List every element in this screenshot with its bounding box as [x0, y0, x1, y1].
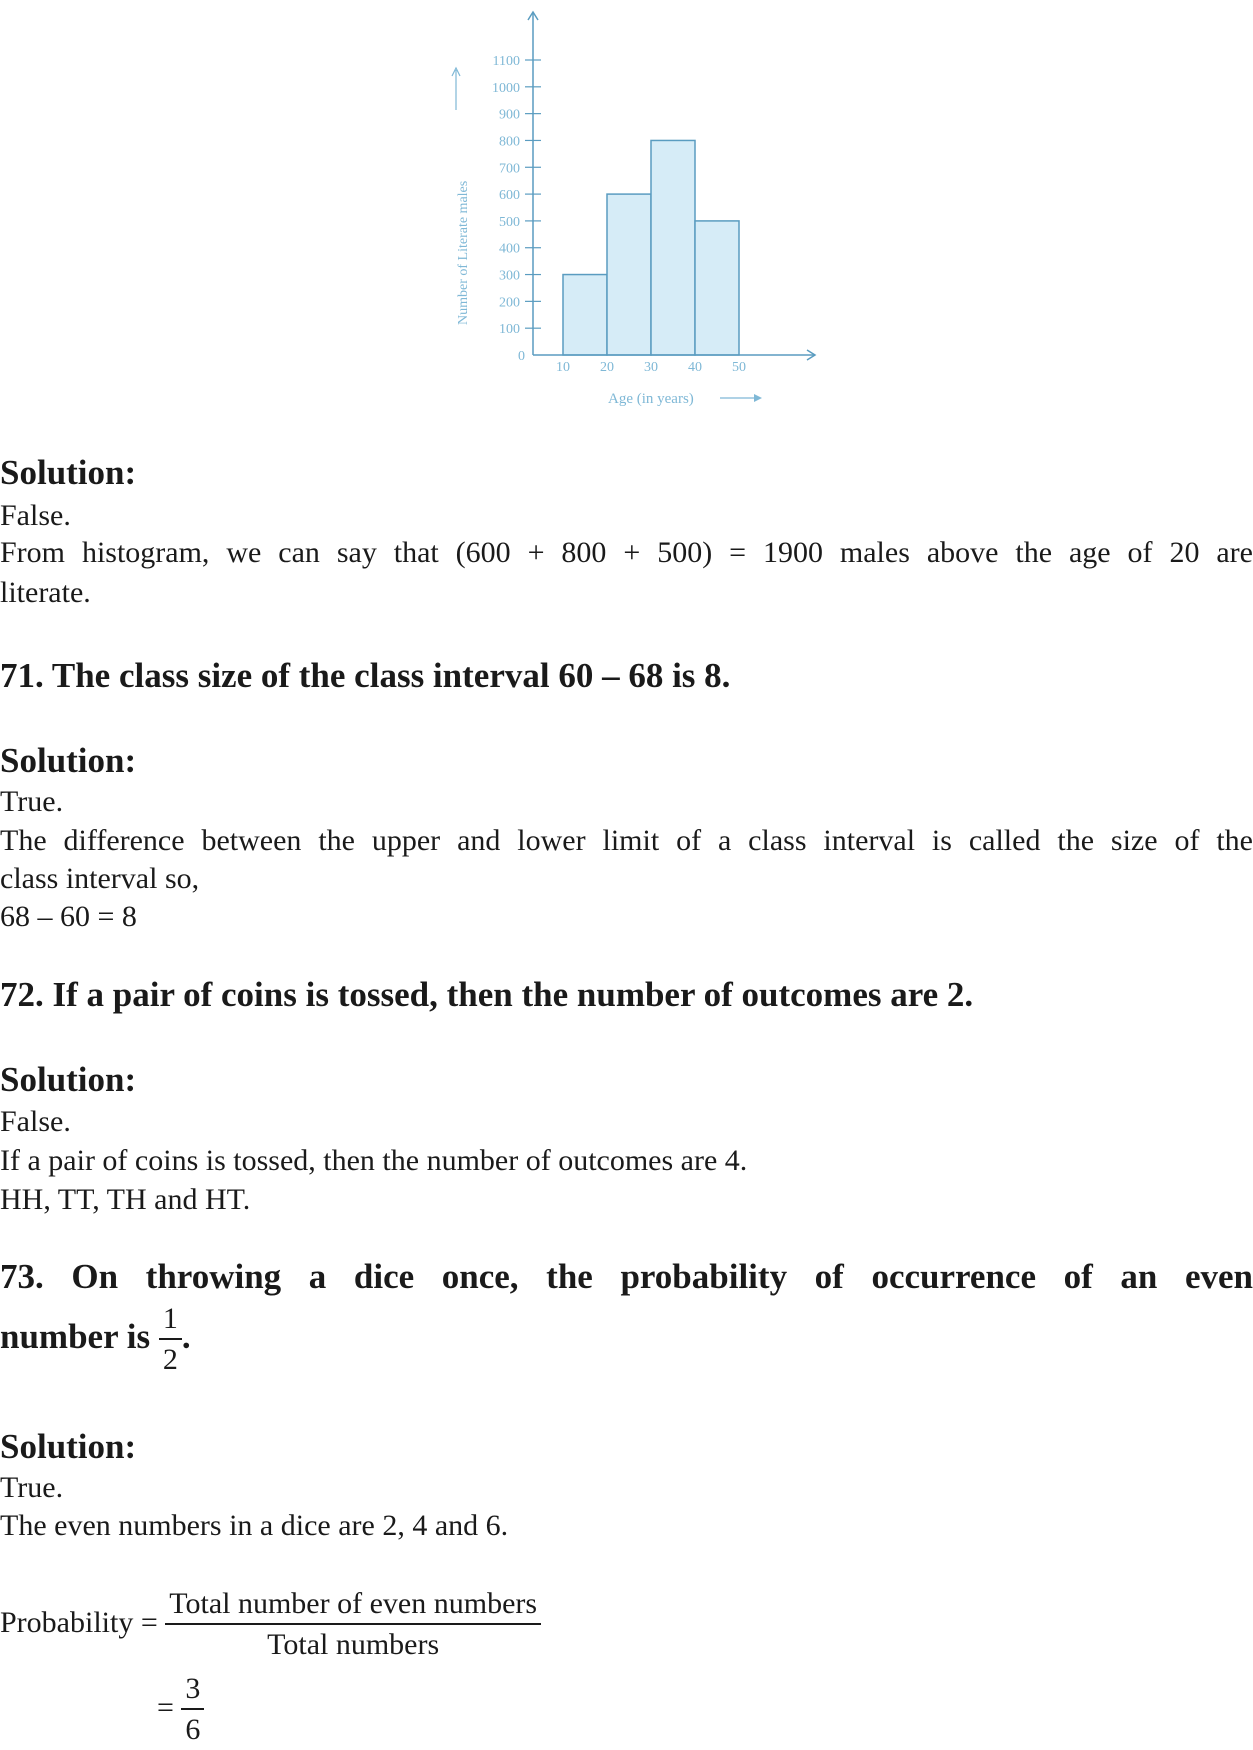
question-text: number is [0, 1317, 151, 1357]
solution-text: From histogram, we can say that (600 + 800 + 500) = 1900 males above the age of 20 are [0, 536, 1253, 569]
fraction-numerator: Total number of even numbers [165, 1585, 541, 1625]
x-tick-label: 40 [688, 360, 702, 375]
histogram-bar [695, 221, 739, 355]
x-tick-label: 10 [556, 360, 570, 375]
question-71: 71. The class size of the class interval 60 – 68 is 8. [0, 656, 731, 695]
x-tick-label: 30 [644, 360, 658, 375]
answer: False. [0, 1105, 71, 1138]
period: . [181, 1317, 191, 1357]
histogram-chart [0, 0, 1253, 420]
answer: True. [0, 785, 64, 818]
answer: False. [0, 499, 71, 532]
question-73-line2 [0, 1300, 1253, 1380]
solution-heading: Solution: [0, 453, 137, 492]
fraction-numerator: 3 [181, 1670, 204, 1710]
y-tick-label: 1000 [492, 80, 520, 96]
probability-formula [0, 1585, 1253, 1665]
y-tick-label: 400 [499, 241, 520, 257]
fraction-denominator: Total numbers [267, 1628, 440, 1661]
solution-text: class interval so, [0, 862, 200, 895]
question-73: 73. On throwing a dice once, the probability of occurrence of an even [0, 1257, 1253, 1296]
probability-result [157, 1670, 1253, 1750]
histogram-bar [651, 140, 695, 355]
y-tick-label: 700 [499, 161, 520, 177]
solution-text: 68 – 60 = 8 [0, 900, 137, 933]
fraction-one-half [159, 1300, 182, 1380]
histogram-bar [607, 194, 651, 355]
x-tick-label: 50 [732, 360, 746, 375]
answer: True. [0, 1471, 64, 1504]
x-axis-label: Age (in years) [608, 391, 694, 407]
probability-label: Probability = [0, 1605, 158, 1639]
solution-text: literate. [0, 576, 91, 609]
histogram-bar [563, 275, 607, 355]
solution-heading: Solution: [0, 1060, 137, 1099]
fraction-denominator: 6 [185, 1713, 201, 1746]
x-tick-label: 20 [600, 360, 614, 375]
y-tick-label: 300 [499, 268, 520, 284]
solution-heading: Solution: [0, 741, 137, 780]
solution-text: If a pair of coins is tossed, then the number of outcomes are 4. [0, 1144, 748, 1177]
probability-fraction [165, 1585, 541, 1665]
y-tick-label: 600 [499, 188, 520, 204]
y-tick-label: 900 [499, 107, 520, 123]
solution-text: The difference between the upper and lower limit of a class interval is called the size of the [0, 824, 1253, 857]
y-tick-label: 0 [518, 349, 525, 364]
solution-heading: Solution: [0, 1427, 137, 1466]
result-fraction [181, 1670, 204, 1750]
y-tick-label: 100 [499, 322, 520, 338]
fraction-denominator: 2 [162, 1343, 178, 1376]
y-tick-label: 200 [499, 295, 520, 311]
equals-sign: = [157, 1690, 174, 1724]
y-tick-label: 500 [499, 214, 520, 230]
solution-text: HH, TT, TH and HT. [0, 1183, 251, 1216]
x-label-arrow-head-icon [754, 394, 762, 402]
y-tick-label: 800 [499, 134, 520, 150]
solution-text: The even numbers in a dice are 2, 4 and 6. [0, 1509, 509, 1542]
fraction-numerator: 1 [159, 1300, 182, 1340]
question-72: 72. If a pair of coins is tossed, then the number of outcomes are 2. [0, 975, 974, 1014]
y-axis-label: Number of Literate males [456, 180, 471, 325]
y-tick-label: 1100 [492, 54, 520, 69]
